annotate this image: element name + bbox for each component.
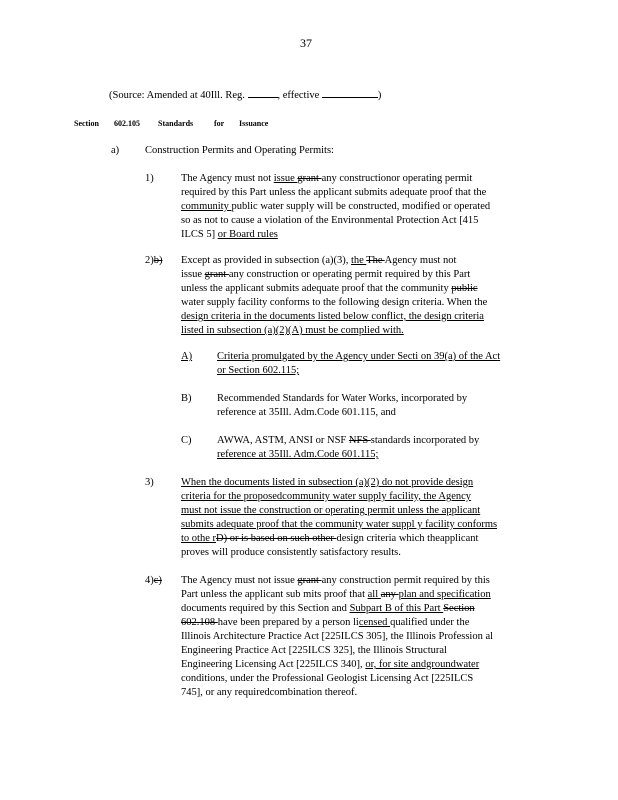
item-2c-label: C) xyxy=(181,435,192,446)
inserted-text: the xyxy=(351,255,367,266)
deleted-text: NFS xyxy=(348,435,371,446)
inserted-text: censed xyxy=(358,617,391,628)
inserted-line: must not issue the construction or operating permit unless the applicant xyxy=(181,505,481,516)
subsection-a-label: a) xyxy=(111,145,120,156)
source-middle: , effective xyxy=(277,90,320,101)
subsection-a-title: Construction Permits and Operating Permits: xyxy=(145,145,334,156)
section-label: Section xyxy=(74,119,99,128)
inserted-line: Criteria promulgated by the Agency under Secti on 39(a) of the Act xyxy=(217,351,501,362)
deleted-text: D) or is based on such other xyxy=(216,533,337,544)
text: any construction or operating permit required by this Part xyxy=(228,269,471,280)
item-2a-text xyxy=(217,350,537,378)
text: documents required by this Section and xyxy=(181,603,350,614)
text: ILCS 5] xyxy=(181,229,218,240)
source-note xyxy=(109,87,381,101)
item-2a-label: A) xyxy=(181,351,193,362)
item-3-text xyxy=(181,476,531,560)
item-2c-text xyxy=(217,434,537,462)
text: AWWA, ASTM, ANSI or NSF xyxy=(217,435,349,446)
text-line: Engineering Practice Act [225ILCS 325], the Illinois Structural xyxy=(181,645,447,656)
text: qualified under the xyxy=(390,617,470,628)
inserted-line: listed in subsection (a)(2)(A) must be complied with. xyxy=(181,325,404,336)
text: any construction permit required by this xyxy=(321,575,490,586)
text-line: Illinois Architecture Practice Act [225ILCS 305], the Illinois Profession al xyxy=(181,631,494,642)
text-line: so as not to cause a violation of the Environmental Protection Act [415 xyxy=(181,215,479,226)
label-new: 2) xyxy=(145,255,154,266)
item-1-label: 1) xyxy=(145,173,154,184)
section-number: 602.105 xyxy=(114,119,140,128)
text: unless the applicant submits adequate proof that the community xyxy=(181,283,452,294)
inserted-text: all xyxy=(367,589,381,600)
inserted-line: criteria for the proposedcommunity water supply facility, the Agency xyxy=(181,491,472,502)
deleted-text: grant xyxy=(297,575,322,586)
text-line: Recommended Standards for Water Works, incorporated by xyxy=(217,393,468,404)
inserted-text: or Board rules xyxy=(217,229,278,240)
text: any constructionor operating permit xyxy=(321,173,473,184)
text: Agency must not xyxy=(384,255,457,266)
label-new: 4) xyxy=(145,575,154,586)
text-line: conditions, under the Professional Geologist Licensing Act [225ILCS xyxy=(181,673,474,684)
deleted-text: 602.108 xyxy=(181,617,218,628)
text-line: required by this Part unless the applicant submits adequate proof that the xyxy=(181,187,487,198)
inserted-line: design criteria in the documents listed below conflict, the design criteria xyxy=(181,311,484,322)
section-heading xyxy=(74,117,268,131)
inserted-text: community xyxy=(181,201,232,212)
item-3-label: 3) xyxy=(145,477,154,488)
item-2-text xyxy=(181,254,531,338)
register-blank xyxy=(248,87,278,98)
inserted-line: or Section 602.115; xyxy=(217,365,300,376)
deleted-text: Section xyxy=(443,603,475,614)
item-1-text xyxy=(181,172,531,242)
text-line: proves will produce consistently satisfactory results. xyxy=(181,547,401,558)
source-prefix: (Source: Amended at 40Ill. Reg. xyxy=(109,90,245,101)
deleted-text: grant xyxy=(297,173,322,184)
inserted-text: Subpart B of this Part xyxy=(349,603,444,614)
item-4-label xyxy=(145,574,162,588)
text: The Agency must not issue xyxy=(181,575,298,586)
text: issue xyxy=(181,269,205,280)
label-old: b) xyxy=(153,255,163,266)
deleted-text: any xyxy=(380,589,399,600)
text: Engineering Licensing Act [225ILCS 340], xyxy=(181,659,366,670)
source-suffix: ) xyxy=(377,90,382,101)
inserted-text: to othe r xyxy=(181,533,216,544)
text: standards incorporated by xyxy=(370,435,480,446)
inserted-text: issue xyxy=(273,173,298,184)
inserted-line: reference at 35Ill. Adm.Code 601.115; xyxy=(217,449,379,460)
deleted-text: public xyxy=(451,283,478,294)
inserted-text: plan and specification xyxy=(398,589,491,600)
inserted-text: or, for site andgroundwater xyxy=(365,659,480,670)
inserted-line: When the documents listed in subsection (a)(2) do not provide design xyxy=(181,477,474,488)
deleted-text: grant xyxy=(204,269,229,280)
text: design criteria which theapplicant xyxy=(336,533,479,544)
text: The Agency must not xyxy=(181,173,274,184)
text: have been prepared by a person li xyxy=(217,617,359,628)
text-line: 745], or any requiredcombination thereof. xyxy=(181,687,358,698)
effective-blank xyxy=(322,87,378,98)
section-title-1: Standards xyxy=(158,119,194,128)
section-title-3: Issuance xyxy=(239,119,269,128)
deleted-text: The xyxy=(366,255,385,266)
text: public water supply will be constructed, modified or operated xyxy=(231,201,491,212)
item-2-label xyxy=(145,254,163,268)
text: Part unless the applicant sub mits proof that xyxy=(181,589,368,600)
item-2b-label: B) xyxy=(181,393,192,404)
text: Except as provided in subsection (a)(3), xyxy=(181,255,351,266)
label-old: c) xyxy=(153,575,162,586)
section-title-2: for xyxy=(214,119,225,128)
item-2b-text xyxy=(217,392,537,420)
inserted-line: submits adequate proof that the community water suppl y facility conforms xyxy=(181,519,498,530)
page-number: 37 xyxy=(300,36,312,50)
text-line: reference at 35Ill. Adm.Code 601.115, and xyxy=(217,407,396,418)
item-4-text xyxy=(181,574,531,700)
text-line: water supply facility conforms to the following design criteria. When the xyxy=(181,297,488,308)
